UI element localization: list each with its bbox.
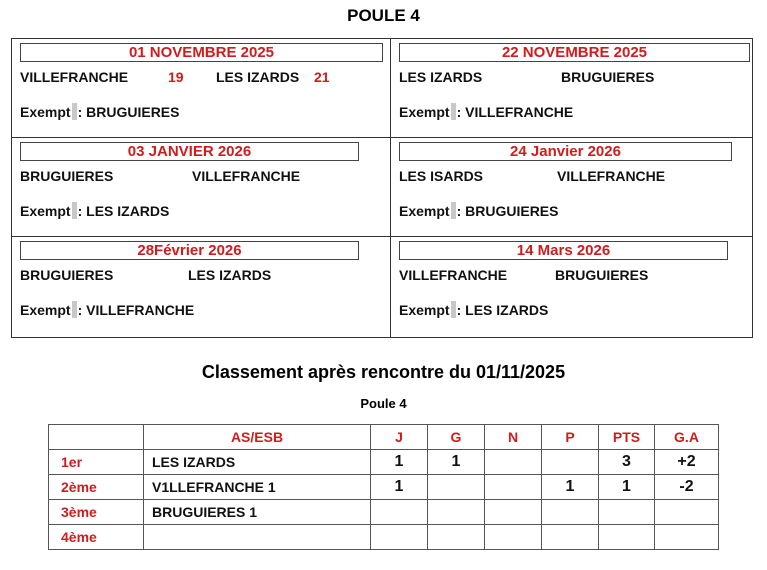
- header-points: PTS: [599, 425, 655, 450]
- exempt-label: Exempt: [399, 302, 450, 318]
- row-won: 1: [428, 450, 485, 475]
- row-lost: [542, 450, 599, 475]
- row-lost: 1: [542, 475, 599, 500]
- table-row: [49, 450, 719, 475]
- row-position: 3ème: [49, 500, 144, 525]
- match-home-team: LES ISARDS: [399, 168, 484, 184]
- match-date: 14 Mars 2026: [399, 241, 728, 260]
- row-played: [371, 525, 428, 550]
- standings-header-row: [49, 425, 719, 450]
- exempt-separator: :: [77, 203, 83, 219]
- exempt-team: BRUGUIERES: [86, 104, 180, 120]
- match-date: 01 NOVEMBRE 2025: [20, 43, 383, 62]
- row-position: 2ème: [49, 475, 144, 500]
- match-home-team: LES IZARDS: [399, 69, 483, 85]
- text-cursor-mark: [72, 202, 77, 219]
- header-drawn: N: [485, 425, 542, 450]
- match-cell-6: [391, 237, 753, 335]
- match-away-team: BRUGUIERES: [561, 69, 655, 85]
- row-points: 3: [599, 450, 655, 475]
- row-goal-average: +2: [655, 450, 719, 475]
- match-away-team: LES IZARDS: [216, 69, 300, 85]
- match-away-team: VILLEFRANCHE: [192, 168, 301, 184]
- exempt-separator: :: [456, 104, 462, 120]
- exempt-team: VILLEFRANCHE: [465, 104, 574, 120]
- header-lost: P: [542, 425, 599, 450]
- match-exempt: [20, 103, 180, 120]
- row-drawn: [485, 500, 542, 525]
- header-goal-average: G.A: [655, 425, 719, 450]
- exempt-label: Exempt: [20, 302, 71, 318]
- text-cursor-mark: [72, 301, 77, 318]
- match-date: 22 NOVEMBRE 2025: [399, 43, 750, 62]
- row-drawn: [485, 475, 542, 500]
- match-away-team: BRUGUIERES: [555, 267, 649, 283]
- match-date: 24 Janvier 2026: [399, 142, 732, 161]
- row-played: 1: [371, 475, 428, 500]
- match-exempt: [20, 202, 169, 219]
- row-team: V1LLEFRANCHE 1: [144, 475, 371, 500]
- exempt-team: LES IZARDS: [86, 203, 170, 219]
- row-played: 1: [371, 450, 428, 475]
- exempt-separator: :: [77, 104, 83, 120]
- match-home-team: BRUGUIERES: [20, 267, 114, 283]
- match-exempt: [20, 301, 194, 318]
- match-exempt: [399, 103, 573, 120]
- match-home-team: VILLEFRANCHE: [20, 69, 129, 85]
- text-cursor-mark: [451, 202, 456, 219]
- row-team: BRUGUIERES 1: [144, 500, 371, 525]
- row-position: 4ème: [49, 525, 144, 550]
- match-home-team: BRUGUIERES: [20, 168, 114, 184]
- match-home-score: 19: [168, 69, 184, 85]
- match-home-team: VILLEFRANCHE: [399, 267, 508, 283]
- header-played: J: [371, 425, 428, 450]
- header-won: G: [428, 425, 485, 450]
- match-away-score: 21: [314, 69, 330, 85]
- header-position: [49, 425, 144, 450]
- exempt-separator: :: [456, 203, 462, 219]
- row-drawn: [485, 450, 542, 475]
- match-exempt: [399, 202, 559, 219]
- row-goal-average: -2: [655, 475, 719, 500]
- table-row: [49, 500, 719, 525]
- match-cell-5: [12, 237, 390, 335]
- exempt-label: Exempt: [399, 104, 450, 120]
- standings-table: [48, 424, 719, 550]
- row-position: 1er: [49, 450, 144, 475]
- match-cell-2: [391, 39, 753, 137]
- row-lost: [542, 525, 599, 550]
- exempt-team: LES IZARDS: [465, 302, 549, 318]
- row-points: [599, 525, 655, 550]
- exempt-team: BRUGUIERES: [465, 203, 559, 219]
- row-won: [428, 500, 485, 525]
- exempt-label: Exempt: [20, 104, 71, 120]
- standings-title: Classement après rencontre du 01/11/2025: [201, 362, 566, 382]
- match-date: 03 JANVIER 2026: [20, 142, 359, 161]
- match-date: 28Février 2026: [20, 241, 359, 260]
- row-lost: [542, 500, 599, 525]
- match-away-team: VILLEFRANCHE: [557, 168, 666, 184]
- standings-subtitle: Poule 4: [360, 396, 407, 411]
- row-team: LES IZARDS: [144, 450, 371, 475]
- row-points: 1: [599, 475, 655, 500]
- row-team: [144, 525, 371, 550]
- row-goal-average: [655, 525, 719, 550]
- text-cursor-mark: [451, 301, 456, 318]
- row-played: [371, 500, 428, 525]
- exempt-separator: :: [456, 302, 462, 318]
- row-points: [599, 500, 655, 525]
- row-goal-average: [655, 500, 719, 525]
- match-exempt: [399, 301, 548, 318]
- row-drawn: [485, 525, 542, 550]
- row-won: [428, 525, 485, 550]
- match-cell-4: [391, 138, 753, 236]
- match-away-team: LES IZARDS: [188, 267, 272, 283]
- exempt-separator: :: [77, 302, 83, 318]
- text-cursor-mark: [451, 103, 456, 120]
- exempt-team: VILLEFRANCHE: [86, 302, 195, 318]
- match-schedule-grid: [11, 38, 753, 338]
- exempt-label: Exempt: [399, 203, 450, 219]
- match-cell-3: [12, 138, 390, 236]
- match-cell-1: [12, 39, 390, 137]
- exempt-label: Exempt: [20, 203, 71, 219]
- page-title: POULE 4: [347, 6, 420, 25]
- header-team: AS/ESB: [144, 425, 371, 450]
- row-won: [428, 475, 485, 500]
- text-cursor-mark: [72, 103, 77, 120]
- table-row: [49, 525, 719, 550]
- table-row: [49, 475, 719, 500]
